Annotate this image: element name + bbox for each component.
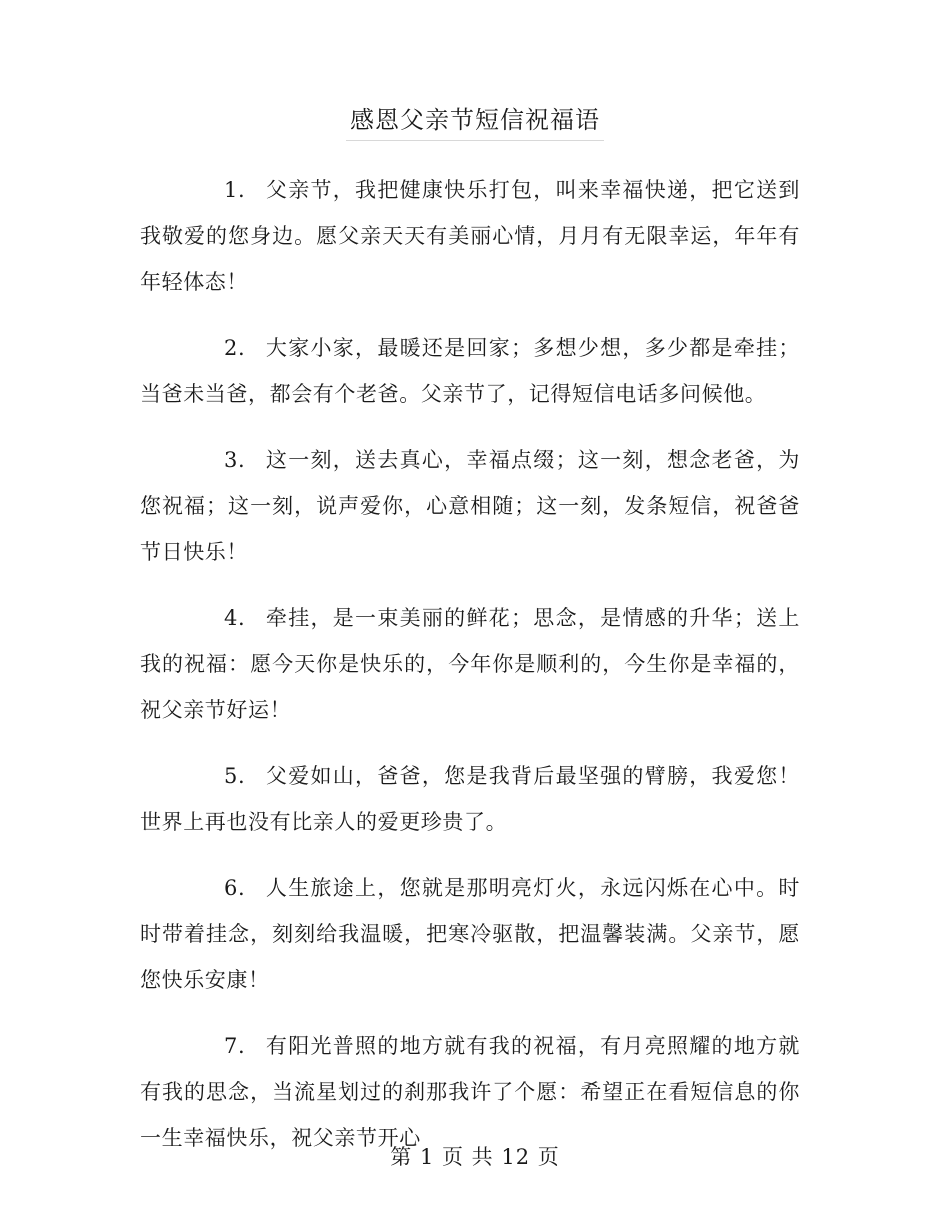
document-body — [140, 167, 800, 1181]
list-item — [140, 167, 800, 305]
list-item — [140, 437, 800, 575]
list-item — [140, 753, 800, 845]
item-text: 这一刻，送去真心，幸福点缀；这一刻，想念老爸，为您祝福；这一刻，说声爱你，心意相随；这一刻，发条短信，祝爸爸节日快乐！ — [140, 448, 800, 564]
list-item — [140, 595, 800, 733]
document-title: 感恩父亲节短信祝福语 — [346, 100, 604, 141]
list-item — [140, 865, 800, 1003]
item-number: 5. — [224, 764, 246, 788]
item-text: 牵挂，是一束美丽的鲜花；思念，是情感的升华；送上我的祝福：愿今天你是快乐的，今年你是顺利的，今生你是幸福的，祝父亲节好运！ — [140, 606, 800, 722]
item-number: 7. — [224, 1034, 246, 1058]
item-number: 1. — [224, 178, 246, 202]
item-text: 父爱如山，爸爸，您是我背后最坚强的臂膀，我爱您！世界上再也没有比亲人的爱更珍贵了。 — [140, 764, 800, 834]
item-text: 人生旅途上，您就是那明亮灯火，永远闪烁在心中。时时带着挂念，刻刻给我温暖，把寒冷驱散，把温馨装满。父亲节，愿您快乐安康！ — [140, 876, 800, 992]
item-number: 4. — [224, 606, 246, 630]
page-footer: 第 1 页 共 12 页 — [390, 1145, 560, 1169]
list-item — [140, 325, 800, 417]
item-number: 2. — [224, 336, 246, 360]
title-container — [0, 100, 950, 141]
item-text: 父亲节，我把健康快乐打包，叫来幸福快递，把它送到我敬爱的您身边。愿父亲天天有美丽心情，月月有无限幸运，年年有年轻体态！ — [140, 178, 800, 294]
item-text: 有阳光普照的地方就有我的祝福，有月亮照耀的地方就有我的思念，当流星划过的刹那我许了个愿：希望正在看短信息的你一生幸福快乐，祝父亲节开心 — [140, 1034, 800, 1150]
item-number: 6. — [224, 876, 246, 900]
item-number: 3. — [224, 448, 246, 472]
item-text: 大家小家，最暖还是回家；多想少想，多少都是牵挂；当爸未当爸，都会有个老爸。父亲节了，记得短信电话多问候他。 — [140, 336, 800, 406]
